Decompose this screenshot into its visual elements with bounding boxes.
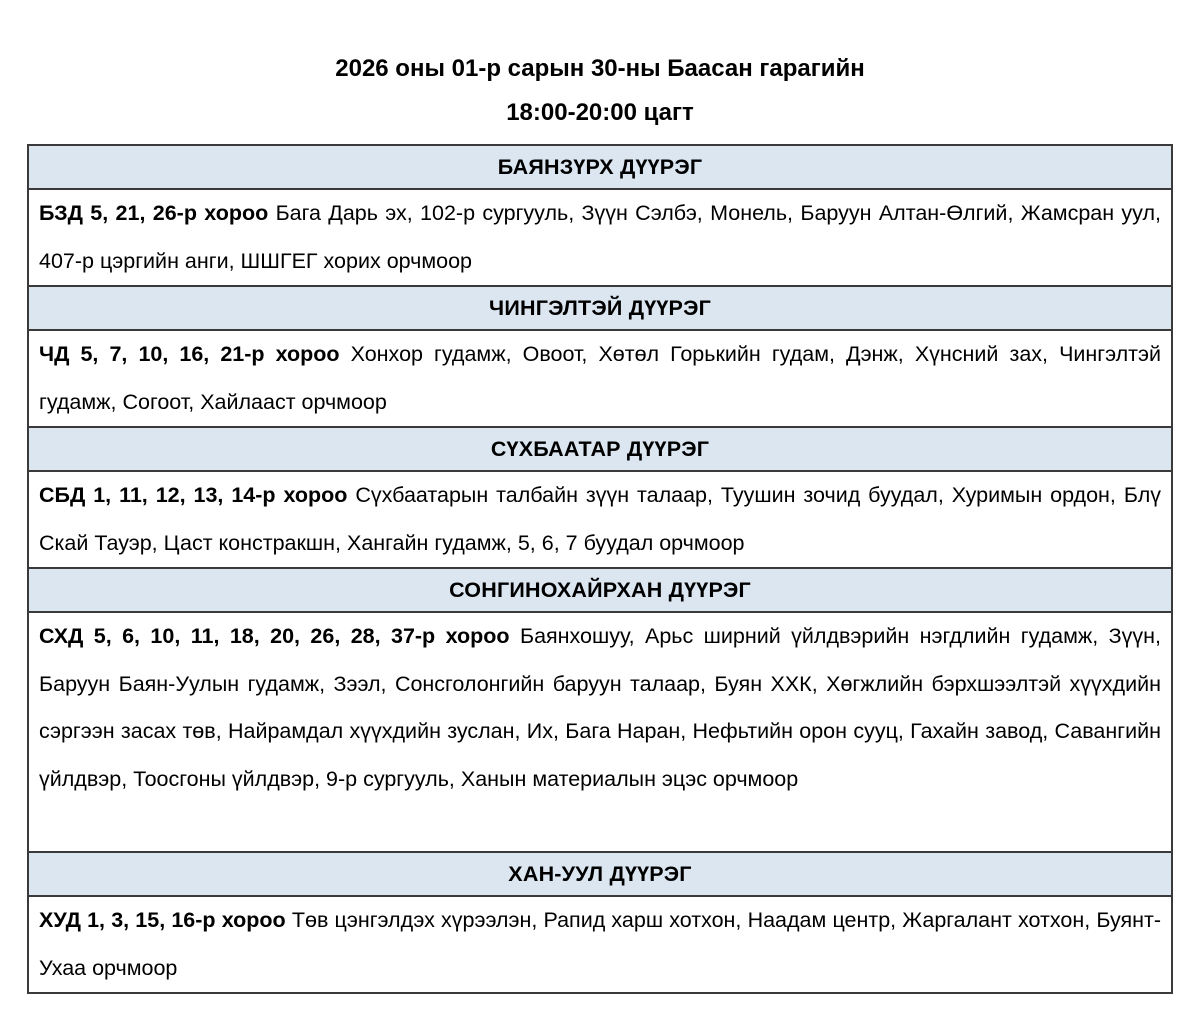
district-header-row [28, 286, 1172, 330]
district-areas-songinokhairkhan [28, 612, 1172, 852]
district-header-row [28, 427, 1172, 471]
district-content-row [28, 189, 1172, 286]
district-content-row [28, 330, 1172, 427]
title-date: 2026 оны 01-р сарын 30-ны Баасан гарагийн [335, 55, 865, 82]
district-header-chingeltei: ЧИНГЭЛТЭЙ ДҮҮРЭГ [28, 286, 1172, 330]
district-header-row [28, 145, 1172, 189]
district-header-row [28, 568, 1172, 612]
district-header-khan-uul: ХАН-УУЛ ДҮҮРЭГ [28, 852, 1172, 896]
district-areas-chingeltei [28, 330, 1172, 427]
district-content-row [28, 612, 1172, 852]
district-areas-bayanzurkh [28, 189, 1172, 286]
areas-text: Бага Дарь эх, 102-р сургууль, Зүүн Сэлбэ, Монель, Баруун Алтан-Өлгий, Жамсран уул, 407-р цэргийн анги, ШШГЕГ хорих орчмоор [39, 201, 1161, 273]
district-header-bayanzurkh: БАЯНЗҮРХ ДҮҮРЭГ [28, 145, 1172, 189]
district-content-row [28, 896, 1172, 993]
khoroo-label: БЗД 5, 21, 26-р хороо [39, 201, 269, 225]
district-areas-khan-uul [28, 896, 1172, 993]
areas-text: Хонхор гудамж, Овоот, Хөтөл Горькийн гудам, Дэнж, Хүнсний зах, Чингэлтэй гудамж, Согоот, Хайлааст орчмоор [39, 342, 1162, 414]
district-header-sukhbaatar: СҮХБААТАР ДҮҮРЭГ [28, 427, 1172, 471]
areas-text: Төв цэнгэлдэх хүрээлэн, Рапид харш хотхон, Наадам центр, Жаргалант хотхон, Буянт-Ухаа орчмоор [39, 908, 1162, 980]
table-body [28, 145, 1172, 993]
areas-text: Сүхбаатарын талбайн зүүн талаар, Туушин зочид буудал, Хуримын ордон, Блү Скай Тауэр, Цаст констракшн, Хангайн гудамж, 5, 6, 7 буудал орчмоор [39, 483, 1161, 555]
district-content-row [28, 471, 1172, 568]
khoroo-label: СХД 5, 6, 10, 11, 18, 20, 26, 28, 37-р хороо [39, 624, 510, 648]
khoroo-label: ХУД 1, 3, 15, 16-р хороо [39, 908, 286, 932]
khoroo-label: СБД 1, 11, 12, 13, 14-р хороо [39, 483, 348, 507]
title-time: 18:00-20:00 цагт [506, 99, 694, 126]
areas-text: Баянхошуу, Арьс ширний үйлдвэрийн нэгдлийн гудамж, Зүүн, Баруун Баян-Уулын гудамж, Зээл, Сонсголонгийн баруун талаар, Буян ХХК, Хөгжлийн бэрхшээлтэй хүүхдийн сэргээн засах төв, Найрамдал хүүхдийн зуслан, Их, Бага Наран, Нефьтийн орон сууц, Гахайн завод, Савангийн үйлдвэр, Тоосгоны үйлдвэр, 9-р сургууль, Ханын материалын эцэс орчмоор [39, 624, 1161, 791]
power-outage-table [27, 144, 1173, 994]
khoroo-label: ЧД 5, 7, 10, 16, 21-р хороо [39, 342, 340, 366]
district-header-row [28, 852, 1172, 896]
district-header-songinokhairkhan: СОНГИНОХАЙРХАН ДҮҮРЭГ [28, 568, 1172, 612]
district-areas-sukhbaatar [28, 471, 1172, 568]
